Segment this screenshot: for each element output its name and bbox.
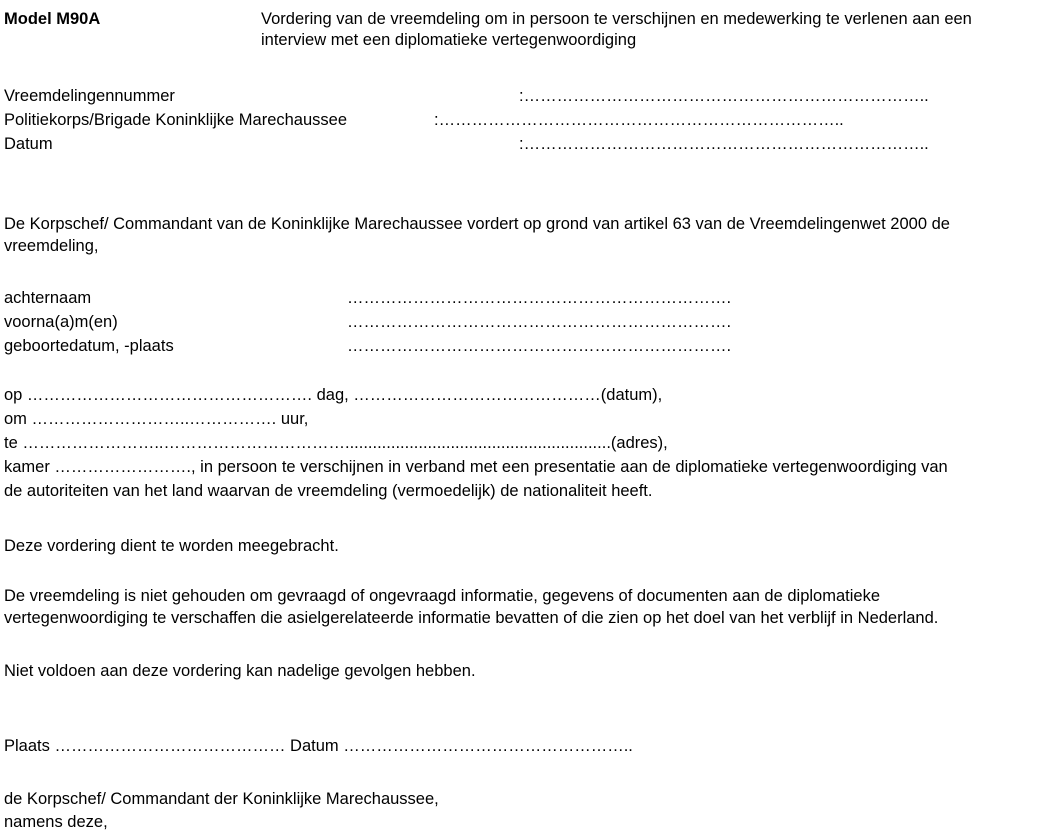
document-title-line2: interview met een diplomatieke vertegenwoordiging xyxy=(261,31,637,49)
paragraph-info-line2: vertegenwoordiging te verschaffen die asielgerelateerde informatie bevatten of die zien op het doel van het verblijf in Nederland. xyxy=(4,609,939,627)
field-label-voornamen: voorna(a)m(en) xyxy=(4,313,118,331)
field-dots-datum: :……………………………………………………………….. xyxy=(519,135,929,153)
signature-on-behalf: namens deze, xyxy=(4,813,108,831)
appointment-address: te ……………………..……………………………..........................................................(adres), xyxy=(4,434,668,452)
appointment-time: om ………………………..……………. uur, xyxy=(4,410,309,428)
model-number: Model M90A xyxy=(4,10,101,28)
field-label-politiekorps: Politiekorps/Brigade Koninklijke Marechaussee xyxy=(4,111,348,129)
intro-line1: De Korpschef/ Commandant van de Koninklijke Marechaussee vordert op grond van artikel 63 van de Vreemdelingenwet 2000 de xyxy=(4,215,950,233)
paragraph-bring-document: Deze vordering dient te worden meegebracht. xyxy=(4,537,339,555)
field-label-geboortedatum: geboortedatum, -plaats xyxy=(4,337,174,355)
field-dots-politiekorps: :……………………………………………………………….. xyxy=(434,111,844,129)
appointment-day-date: op ……………………………………………. dag, ………………………………………(datum), xyxy=(4,386,663,404)
intro-line2: vreemdeling, xyxy=(4,237,99,255)
field-label-achternaam: achternaam xyxy=(4,289,92,307)
field-dots-voornamen: ……………………………………………………………. xyxy=(347,313,732,331)
field-dots-achternaam: ……………………………………………………………. xyxy=(347,289,732,307)
document-title-line1: Vordering van de vreemdeling om in persoon te verschijnen en medewerking te verlenen aan een xyxy=(261,10,972,28)
paragraph-info-line1: De vreemdeling is niet gehouden om gevraagd of ongevraagd informatie, gegevens of documenten aan de diplomatieke xyxy=(4,587,880,605)
field-dots-vreemdelingennummer: :……………………………………………………………….. xyxy=(519,87,929,105)
field-label-datum: Datum xyxy=(4,135,53,153)
field-dots-geboortedatum: ……………………………………………………………. xyxy=(347,337,732,355)
appointment-nationality: de autoriteiten van het land waarvan de vreemdeling (vermoedelijk) de nationaliteit heeft. xyxy=(4,482,653,500)
signature-authority: de Korpschef/ Commandant der Koninklijke Marechaussee, xyxy=(4,790,439,808)
field-label-vreemdelingennummer: Vreemdelingennummer xyxy=(4,87,175,105)
signature-place-date: Plaats …………………………………… Datum …………………………………………….. xyxy=(4,737,633,755)
paragraph-consequence: Niet voldoen aan deze vordering kan nadelige gevolgen hebben. xyxy=(4,662,476,680)
appointment-room: kamer ……………………., in persoon te verschijnen in verband met een presentatie aan de diplomatieke vertegenwoordiging van xyxy=(4,458,948,476)
